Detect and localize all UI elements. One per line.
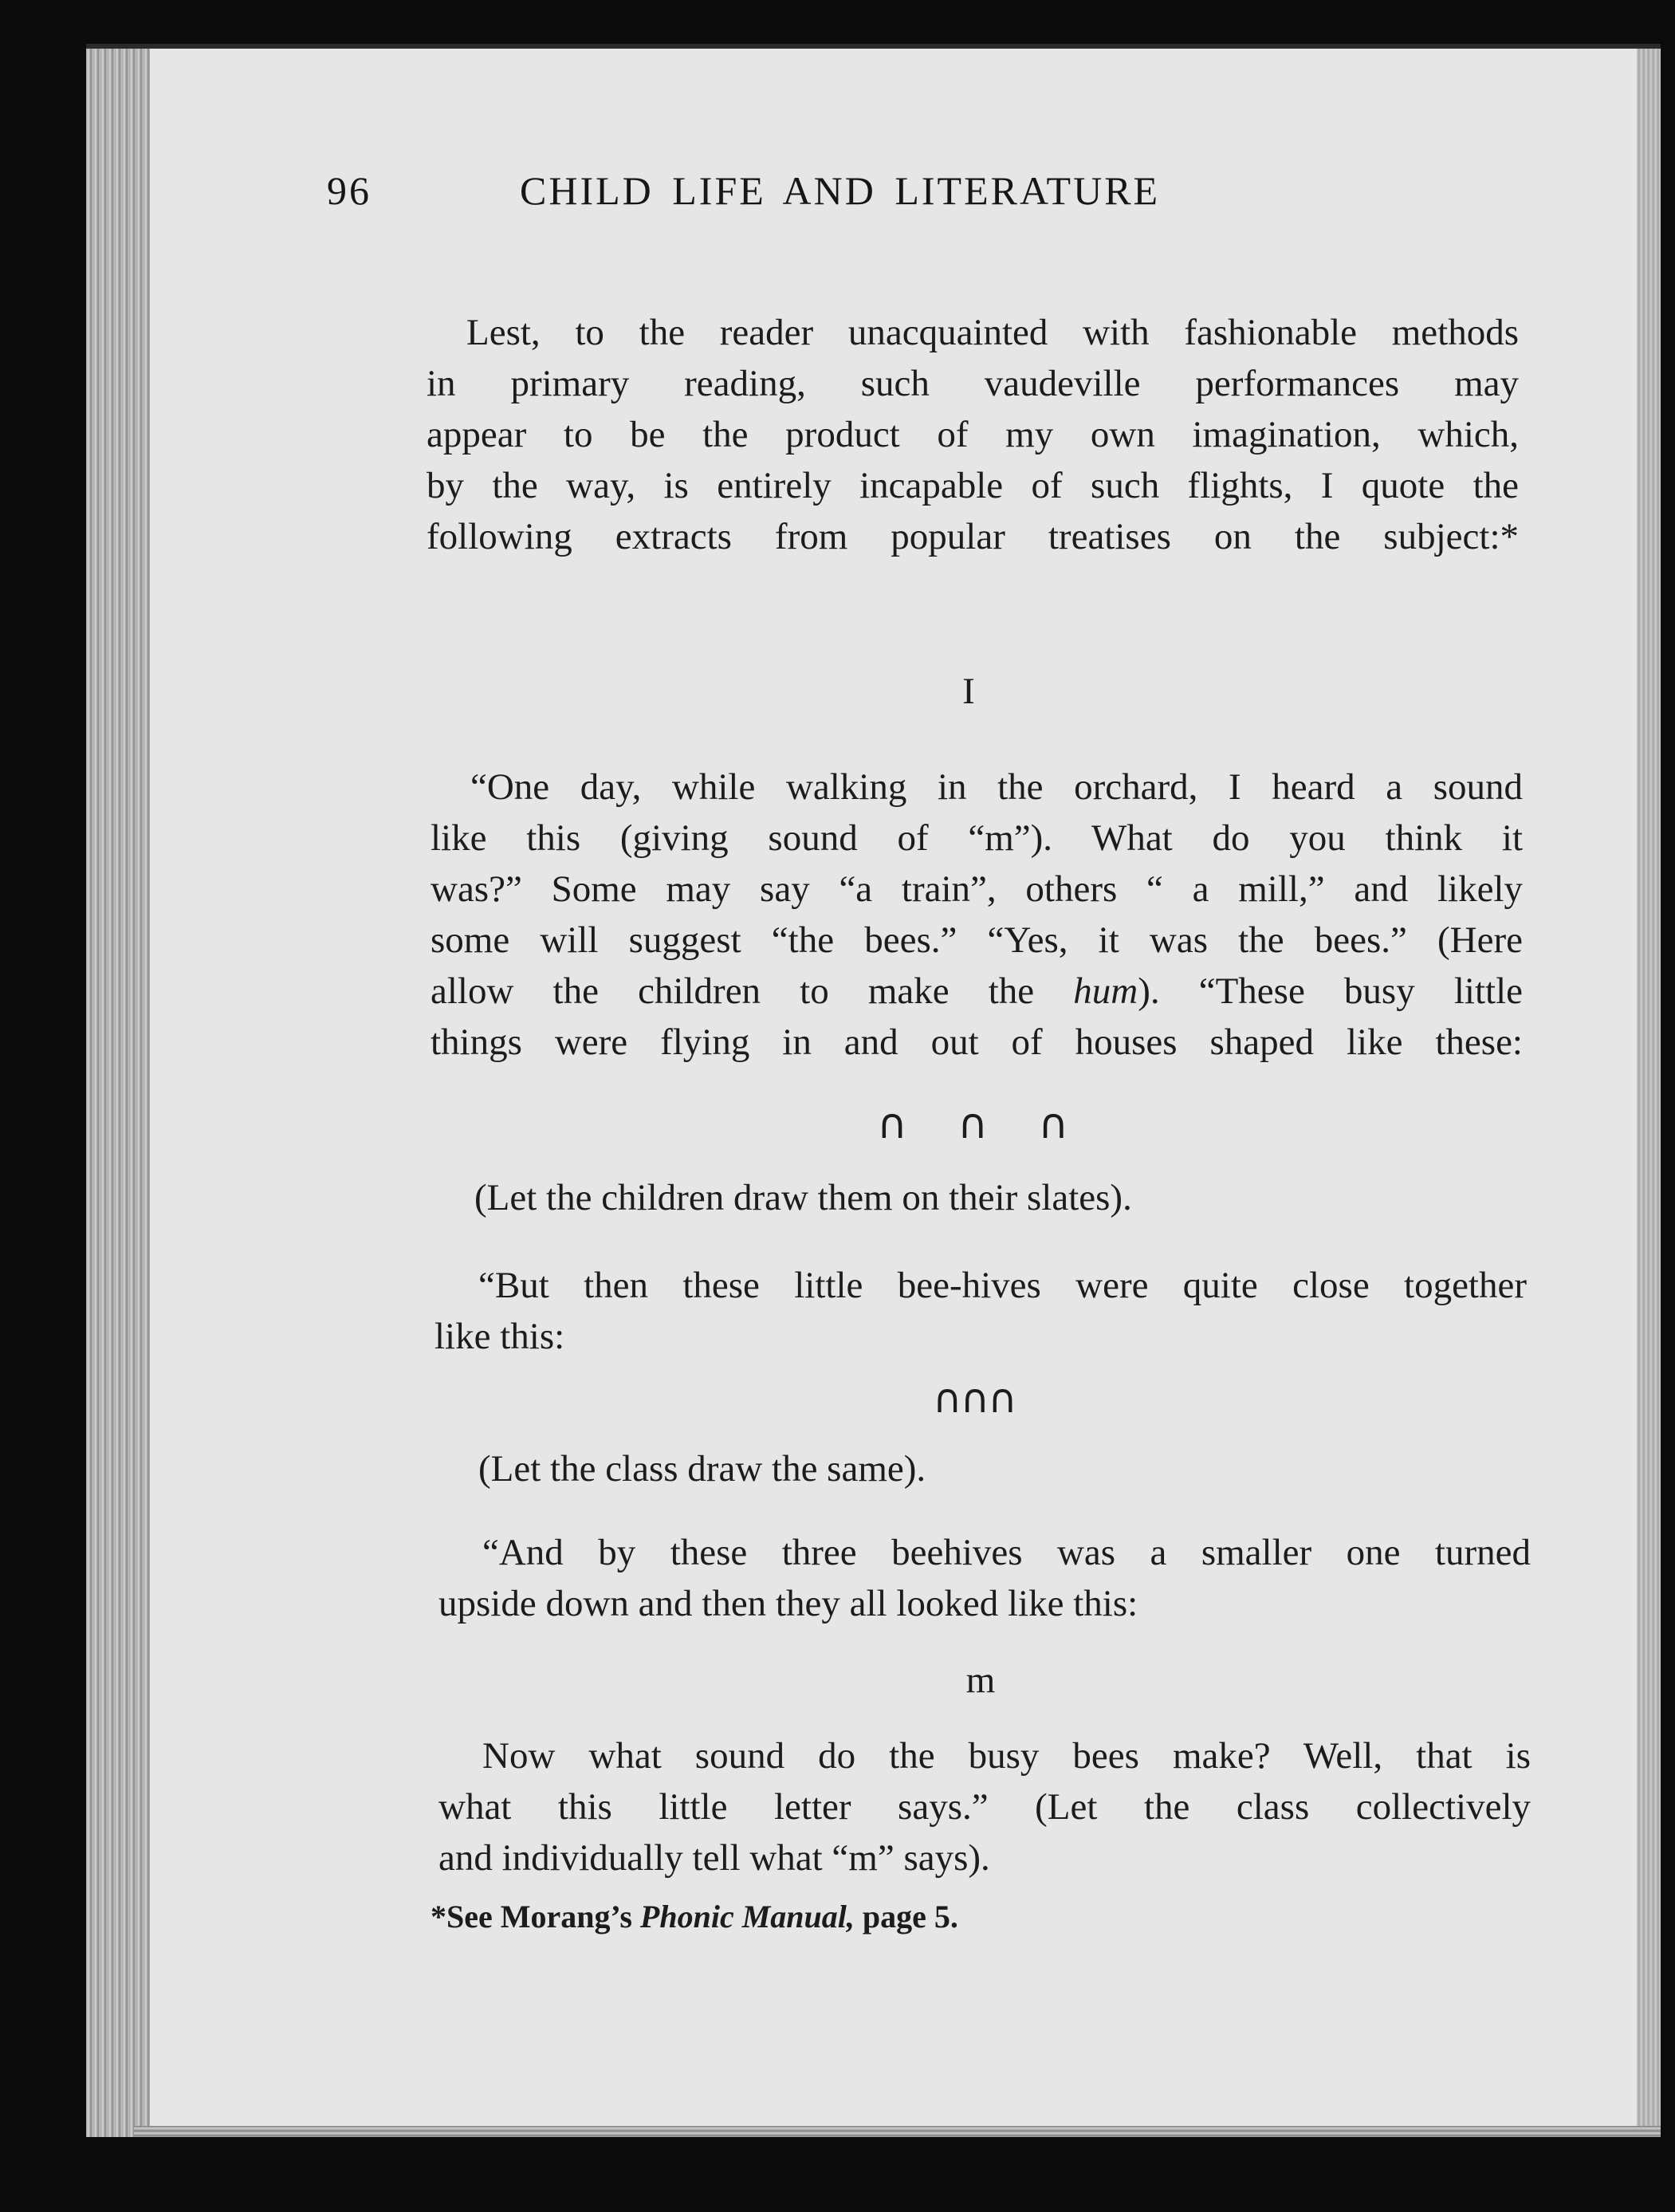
page-header	[327, 167, 1339, 231]
text-line: some will suggest “the bees.” “Yes, it was the bees.” (Here	[431, 919, 1523, 961]
close-beehives: ∩∩∩	[933, 1376, 1016, 1422]
text-line: “And by these three beehives was a smaller one turned	[482, 1532, 1531, 1573]
text-line: what this little letter says.” (Let the class collectively	[438, 1786, 1531, 1828]
text-line: (Let the children draw them on their slates).	[474, 1177, 1132, 1218]
example-paragraph	[431, 762, 1523, 1068]
text-line: “One day, while walking in the orchard, I heard a sound	[470, 766, 1523, 808]
running-head: CHILD LIFE AND LITERATURE	[520, 168, 1161, 213]
letter-m-paragraph	[438, 1527, 1531, 1629]
page-edge-left	[86, 49, 150, 2137]
text-line: by the way, is entirely incapable of such flights, I quote the	[427, 465, 1519, 506]
instruction-two	[478, 1443, 1116, 1494]
text-line: Lest, to the reader unacquainted with fashionable methods	[466, 312, 1519, 353]
text-line: things were flying in and out of houses shaped like these:	[431, 1021, 1523, 1063]
footnote-prefix: *See Morang’s	[431, 1899, 640, 1935]
close-hives-paragraph	[434, 1260, 1527, 1362]
text-line: like this:	[434, 1316, 565, 1357]
instruction-one	[474, 1172, 1351, 1223]
page-number: 96	[327, 168, 372, 213]
text-span: allow the children to make the	[431, 970, 1074, 1012]
section-numeral: I	[962, 671, 975, 712]
text-line: (Let the class draw the same).	[478, 1448, 926, 1490]
text-span: ). “These busy little	[1138, 970, 1523, 1012]
text-line: following extracts from popular treatises on the subject:*	[427, 516, 1519, 557]
text-line: like this (giving sound of “m”). What do you think it	[431, 817, 1523, 859]
text-line: “But then these little bee-hives were quite close together	[478, 1265, 1527, 1306]
text-line: upside down and then they all looked like this:	[438, 1583, 1138, 1624]
letter-m: m	[965, 1659, 996, 1701]
page-edge-bottom	[134, 2126, 1661, 2137]
footnote	[431, 1898, 958, 1935]
text-line	[431, 966, 1523, 1017]
spaced-beehives: ∩ ∩ ∩	[877, 1100, 1077, 1148]
italic-word: hum	[1073, 970, 1138, 1012]
text-line: appear to be the product of my own imagination, which,	[427, 414, 1519, 455]
closing-paragraph	[438, 1730, 1531, 1883]
page-edge-right	[1637, 49, 1661, 2137]
text-line: was?” Some may say “a train”, others “ a mill,” and likely	[431, 868, 1523, 910]
text-line: Now what sound do the busy bees make? Well, that is	[482, 1735, 1531, 1777]
footnote-suffix: page 5.	[854, 1899, 958, 1935]
footnote-title: Phonic Manual,	[639, 1899, 855, 1935]
text-line: in primary reading, such vaudeville performances may	[427, 363, 1519, 404]
intro-paragraph	[427, 307, 1519, 562]
text-line: and individually tell what “m” says).	[438, 1837, 990, 1879]
